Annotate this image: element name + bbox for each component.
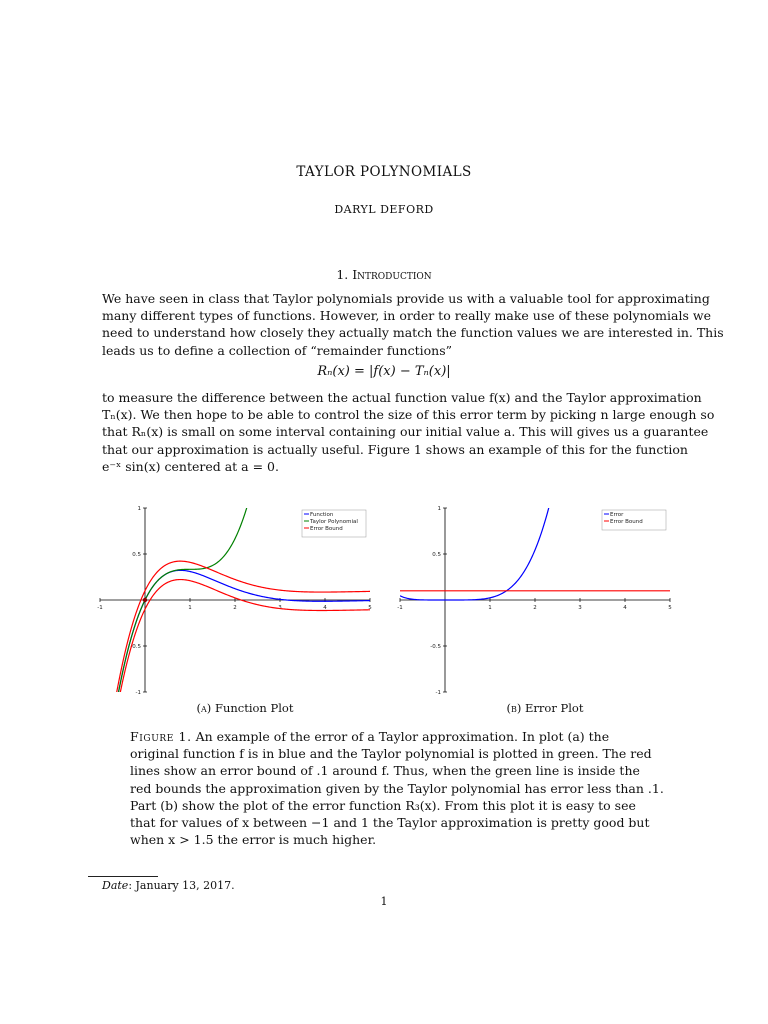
intro-line: We have seen in class that Taylor polynomials provide us with a valuable tool for approximating [102, 291, 710, 306]
caption-line: Part (b) show the plot of the error function R₃(x). From this plot it is easy to see [130, 797, 636, 813]
figure-label: Figure 1. [130, 729, 192, 744]
caption-line-text: An example of the error of a Taylor approximation. In plot (a) the [191, 729, 610, 744]
plot-a-x-tick-label: 2 [233, 605, 237, 611]
page-title: TAYLOR POLYNOMIALS [296, 164, 472, 180]
plot-b-x-tick-label: 2 [533, 605, 537, 611]
footnote-rule [88, 876, 158, 877]
caption-line [130, 728, 640, 745]
plot-a-point-marker [143, 598, 147, 602]
plot-b-x-tick-label: 5 [668, 605, 672, 611]
plot-b-x-tick-label: -1 [397, 605, 403, 611]
intro-paragraph [102, 290, 724, 359]
body-line: Tₙ(x). We then hope to be able to control the size of this error term by picking n large enough so [102, 407, 715, 423]
subcaption-b-text: Error Plot [525, 701, 584, 715]
plot-a-series-function [100, 570, 370, 698]
caption-line: original function f is in blue and the Taylor polynomial is plotted in green. The red [130, 746, 652, 762]
intro-line: many different types of functions. However, in order to really make use of these polynomials we [102, 308, 711, 324]
plot-a-legend-label: Taylor Polynomial [310, 519, 358, 525]
figure-caption [130, 728, 664, 848]
remainder-equation: Rₙ(x) = |f(x) − Tₙ(x)| [317, 364, 451, 379]
plot-a-series-error-bound [100, 580, 370, 698]
subcaption-b-label: (b) [506, 701, 522, 715]
intro-line: need to understand how closely they actually match the function values we are interested in. This [102, 325, 724, 341]
plot-a-y-tick-label: 0.5 [132, 552, 141, 558]
plot-a-legend-label: Function [310, 512, 334, 518]
body-paragraph [102, 389, 715, 475]
author-name: DARYL DEFORD [334, 203, 434, 216]
subcaption-function-plot [150, 701, 340, 715]
footnote-label: Date [102, 879, 129, 892]
function-plot [90, 498, 382, 698]
plot-b-legend-label: Error [610, 512, 624, 518]
footnote-text: : January 13, 2017. [128, 879, 235, 892]
plot-a-y-tick-label: -1 [135, 690, 141, 696]
plot-b-x-tick-label: 3 [578, 605, 582, 611]
subcaption-a-text: Function Plot [214, 701, 294, 715]
plot-a-series-error-bound [100, 561, 370, 698]
plot-a-x-tick-label: 4 [323, 605, 327, 611]
subcaption-error-plot [450, 701, 640, 715]
plot-a-y-tick-label: -0.5 [130, 644, 141, 650]
plot-a-legend-label: Error Bound [310, 526, 343, 532]
body-line: that our approximation is actually useful. Figure 1 shows an example of this for the function [102, 441, 688, 457]
plot-b-y-tick-label: 0.5 [432, 552, 441, 558]
intro-line: leads us to define a collection of “remainder functions” [102, 342, 452, 358]
plot-a-x-tick-label: -1 [97, 605, 103, 611]
plot-b-y-tick-label: -0.5 [430, 644, 441, 650]
body-line: to measure the difference between the actual function value f(x) and the Taylor approximation [102, 390, 702, 405]
subcaption-a-label: (a) [196, 701, 212, 715]
plot-b-y-tick-label: -1 [435, 690, 441, 696]
page-number: 1 [380, 895, 388, 908]
footnote [102, 879, 235, 892]
caption-line: red bounds the approximation given by the Taylor polynomial has error less than .1. [130, 780, 664, 796]
plot-a-x-tick-label: 1 [188, 605, 192, 611]
plot-a-x-tick-label: 3 [278, 605, 282, 611]
plot-b-y-tick-label: 1 [437, 506, 441, 512]
body-line: e⁻ˣ sin(x) centered at a = 0. [102, 458, 279, 474]
caption-line: that for values of x between −1 and 1 the Taylor approximation is pretty good but [130, 815, 650, 831]
body-line: that Rₙ(x) is small on some interval containing our initial value a. This will gives us a guarantee [102, 424, 709, 440]
plot-b-x-tick-label: 4 [623, 605, 627, 611]
section-heading: 1. Introduction [336, 267, 432, 282]
caption-line: when x > 1.5 the error is much higher. [130, 832, 377, 848]
caption-line: lines show an error bound of .1 around f. Thus, when the green line is inside the [130, 763, 640, 779]
plot-a-y-tick-label: 1 [137, 506, 141, 512]
plot-b-legend-label: Error Bound [610, 519, 643, 525]
plot-a-x-tick-label: 5 [368, 605, 372, 611]
plot-b-x-tick-label: 1 [488, 605, 492, 611]
error-plot [390, 498, 682, 698]
